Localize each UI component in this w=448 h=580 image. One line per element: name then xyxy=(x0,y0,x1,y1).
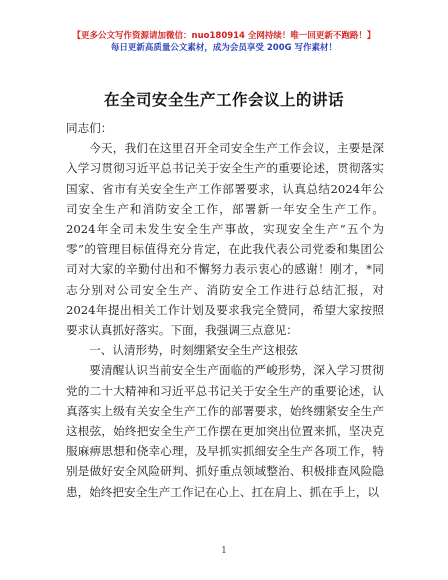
promo-banner-line-2: 每日更新高质量公文素材，成为会员享受 200G 写作素材！ xyxy=(110,43,338,53)
document-body xyxy=(66,118,384,502)
document-title: 在全司安全生产工作会议上的讲话 xyxy=(103,90,344,109)
section-1-heading: 一、认清形势，时刻绷紧安全生产这根弦 xyxy=(89,343,298,358)
intro-paragraph: 今天，我们在这里召开全司安全生产工作会议，主要是深入学习贯彻习近平总书记关于安全生产的重要论述，贯彻落实国家、省市有关安全生产工作部署要求，认真总结2024年公司安全生产和消防安全工作，部署新一年安全生产工作。2024年全司未发生安全生产事故，实现安全生产“五个为零”的管理目标值得充分肯定，在此我代表公司党委和集团公司对大家的辛勤付出和不懈努力表示衷心的感谢！刚才，*同志分别对公司安全生产、消防安全工作进行总结汇报，对2024年提出相关工作计划及要求我完全赞同，希望大家按照要求认真抓好落实。下面，我强调三点意见： xyxy=(66,141,384,338)
promo-banner-line-1: 【更多公文写作资源请加微信：nuo180914 全网持续！唯一回更新不跑路！】 xyxy=(72,31,376,41)
section-1-paragraph: 要清醒认识当前安全生产面临的严峻形势，深入学习贯彻党的二十大精神和习近平总书记关于安全生产的重要论述，认真落实上级有关安全生产工作的部署要求，始终绷紧安全生产这根弦，始终把安全生产工作摆在更加突出位置来抓，坚决克服麻痹思想和侥幸心理，及早抓实抓细安全生产各项工作，特别是做好安全风险研判、抓好重点领域整治、积极排查风险隐患，始终把安全生产工作记在心上、扛在肩上、抓在手上，以 xyxy=(66,363,384,499)
promo-banner xyxy=(0,30,448,54)
page-number: 1 xyxy=(221,546,227,556)
greeting: 同志们： xyxy=(66,121,113,135)
